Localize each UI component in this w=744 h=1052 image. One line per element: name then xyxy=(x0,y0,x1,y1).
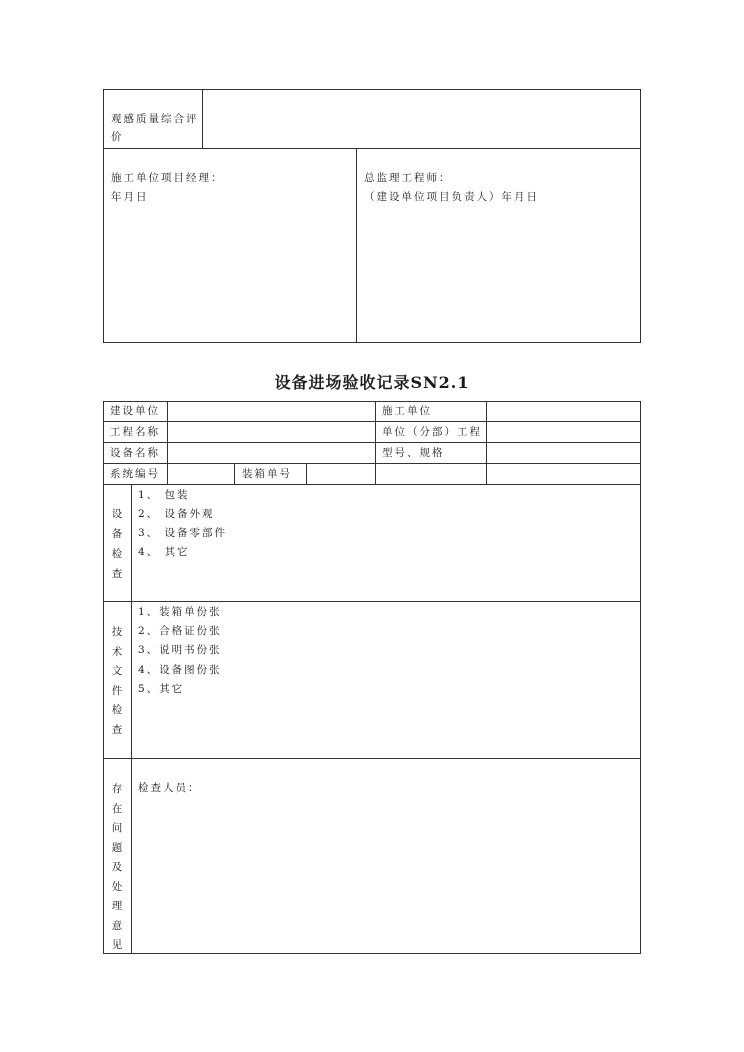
equipment-name-label: 设备名称 xyxy=(110,447,160,459)
packing-list-no-label: 装箱单号 xyxy=(242,468,292,480)
appearance-quality-label-cont: 价 xyxy=(111,131,124,143)
top-table xyxy=(103,89,641,343)
contractor-pm-label: 施工单位项目经理： xyxy=(111,172,224,184)
col-divider xyxy=(375,401,376,484)
col-divider xyxy=(131,484,132,954)
system-no-label: 系统编号 xyxy=(110,468,160,480)
top-table-col-divider-1 xyxy=(202,89,203,148)
equipment-check-item: 1、 包装 xyxy=(138,489,190,501)
col-divider xyxy=(306,463,307,484)
equipment-check-item: 3、 设备零部件 xyxy=(138,527,228,539)
col-divider xyxy=(486,401,487,484)
issues-opinion-label: 存 在 问 题 及 处 理 意 见 xyxy=(111,783,123,951)
construction-unit-label: 施工单位 xyxy=(382,405,432,417)
technical-doc-item: 1、装箱单份张 xyxy=(138,606,222,618)
equipment-check-label: 设 备 检 查 xyxy=(111,508,123,580)
contractor-date: 年月日 xyxy=(111,191,149,203)
technical-doc-item: 3、说明书份张 xyxy=(138,644,222,656)
technical-doc-item: 4、设备图份张 xyxy=(138,664,222,676)
equipment-check-item: 4、 其它 xyxy=(138,546,190,558)
row-divider xyxy=(103,421,641,422)
row-divider xyxy=(103,758,641,759)
equipment-check-item: 2、 设备外观 xyxy=(138,508,215,520)
top-table-row-divider xyxy=(103,148,641,149)
unit-subproject-label: 单位（分部）工程 xyxy=(382,426,482,438)
top-table-col-divider-2 xyxy=(356,148,357,343)
technical-doc-item: 2、合格证份张 xyxy=(138,625,222,637)
row-divider xyxy=(103,442,641,443)
technical-doc-item: 5、其它 xyxy=(138,683,185,695)
owner-rep-date: （建设单位项目负责人）年月日 xyxy=(364,191,539,203)
chief-supervisor-label: 总监理工程师： xyxy=(364,172,452,184)
model-spec-label: 型号、规格 xyxy=(382,447,445,459)
col-divider xyxy=(167,401,168,484)
technical-docs-label: 技 术 文 件 检 查 xyxy=(111,626,123,736)
appearance-quality-label: 观感质量综合评 xyxy=(111,113,199,125)
col-divider xyxy=(234,463,235,484)
page-title: 设备进场验收记录SN2.1 xyxy=(274,373,470,392)
inspector-label: 检查人员： xyxy=(138,782,201,794)
row-divider xyxy=(103,601,641,602)
row-divider xyxy=(103,484,641,485)
project-name-label: 工程名称 xyxy=(110,426,160,438)
owner-unit-label: 建设单位 xyxy=(110,405,160,417)
row-divider xyxy=(103,463,641,464)
